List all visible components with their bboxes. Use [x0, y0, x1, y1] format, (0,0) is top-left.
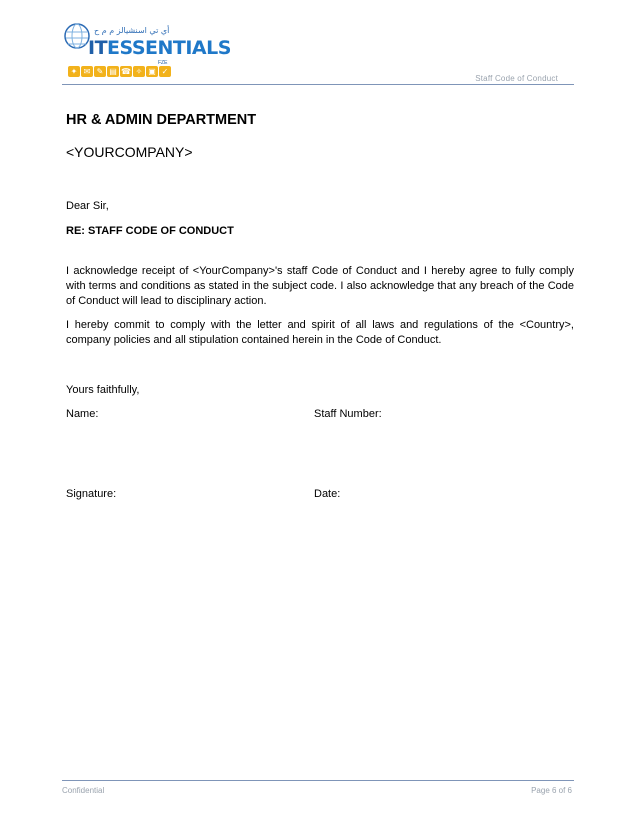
staff-number-label: Staff Number:	[314, 408, 382, 420]
logo-subtext: FZE	[158, 60, 168, 66]
check-icon: ✓	[159, 66, 171, 77]
header-divider	[62, 84, 574, 85]
footer-divider	[62, 780, 574, 781]
logo-wordmark-prefix: IT	[88, 37, 108, 59]
phone-icon: ☎	[121, 67, 131, 76]
wrench-icon: ✧	[133, 66, 145, 77]
company-logo	[64, 14, 231, 82]
logo-arabic-text: أي تي اسنشيالز م م ح	[94, 26, 170, 35]
signature-label: Signature:	[66, 488, 117, 500]
department-heading: HR & ADMIN DEPARTMENT	[66, 112, 257, 128]
chat-icon: ✉	[81, 66, 93, 77]
logo-wordmark	[88, 38, 231, 58]
closing: Yours faithfully,	[66, 384, 140, 396]
page-number: Page 6 of 6	[531, 786, 572, 795]
presentation-icon: ▣	[146, 66, 158, 77]
name-label: Name:	[66, 408, 99, 420]
date-label: Date:	[314, 488, 341, 500]
commitment-paragraph: I hereby commit to comply with the letter and spirit of all laws and regulations of the <Country>, company policies and all stipulation contained herein in the Code of Conduct.	[66, 319, 574, 346]
lightbulb-icon: ✦	[68, 66, 80, 77]
greeting: Dear Sir,	[66, 200, 109, 212]
subject-line: RE: STAFF CODE OF CONDUCT	[66, 225, 234, 237]
logo-wordmark-main: ESSENTIALS	[107, 37, 231, 59]
acknowledgement-paragraph: I acknowledge receipt of <YourCompany>'s staff Code of Conduct and I hereby agree to fully comply with terms and conditions as stated in the subject code. I also acknowledge that any breach of the Code of Conduct will lead to disciplinary action.	[66, 265, 574, 307]
document-icon: ▤	[107, 66, 119, 77]
logo-icon-strip	[68, 66, 171, 77]
globe-icon	[64, 18, 90, 58]
confidential-label: Confidential	[62, 786, 105, 795]
company-placeholder: <YOURCOMPANY>	[66, 144, 193, 160]
document-title: Staff Code of Conduct	[475, 74, 558, 83]
tools-icon: ✎	[94, 66, 106, 77]
